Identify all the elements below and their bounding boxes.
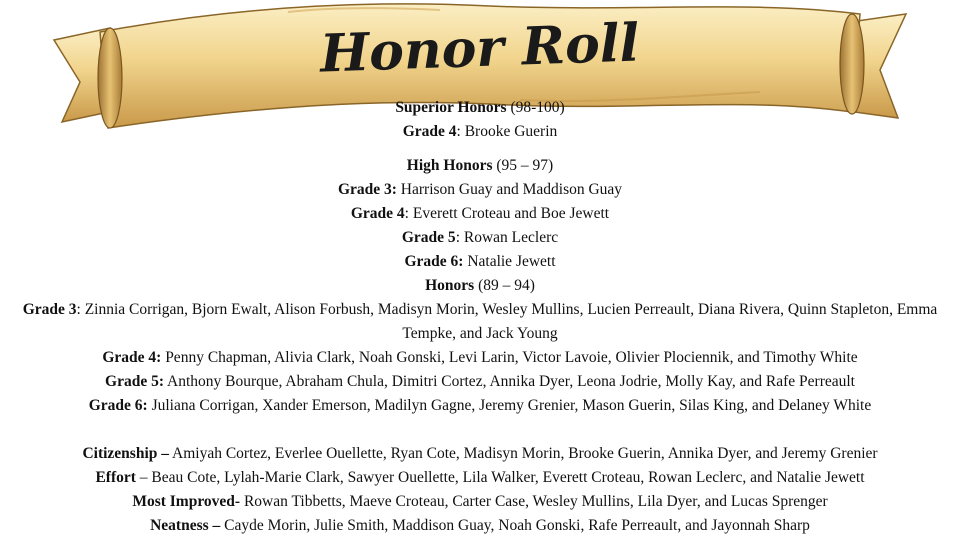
citizenship-award-row: Citizenship – Amiyah Cortez, Everlee Ouellette, Ryan Cote, Madisyn Morin, Brooke Guerin, Annika Dyer, and Jeremy Grenier (82, 445, 878, 462)
neatness-award-row: Neatness – Cayde Morin, Julie Smith, Maddison Guay, Noah Gonski, Rafe Perreault, and Jayonnah Sharp (150, 517, 810, 534)
superior-honors-heading: Superior Honors (98-100) (395, 99, 565, 116)
banner-title: Honor Roll (319, 12, 641, 85)
high-honors-heading: High Honors (95 – 97) (406, 157, 554, 174)
honors-grade4-row: Grade 4: Penny Chapman, Alivia Clark, Noah Gonski, Levi Larin, Victor Lavoie, Olivier Plociennik, and Timothy White (102, 349, 858, 366)
high-grade4-row: Grade 4: Everett Croteau and Boe Jewett (350, 205, 610, 222)
honors-heading: Honors (89 – 94) (425, 277, 535, 294)
high-grade3-row: Grade 3: Harrison Guay and Maddison Guay (337, 181, 623, 198)
high-grade5-row: Grade 5: Rowan Leclerc (401, 229, 559, 246)
effort-award-row: Effort – Beau Cote, Lylah-Marie Clark, Sawyer Ouellette, Lila Walker, Everett Croteau, Rowan Leclerc, and Natalie Jewett (95, 469, 865, 486)
honors-grade3-row: Grade 3: Zinnia Corrigan, Bjorn Ewalt, Alison Forbush, Madisyn Morin, Wesley Mullins, Lucien Perreault, Diana Rivera, Quinn Stapleton, Emma Tempke, and Jack Young (22, 301, 938, 342)
honors-grade6-row: Grade 6: Juliana Corrigan, Xander Emerson, Madilyn Gagne, Jeremy Grenier, Mason Guerin, Silas King, and Delaney White (88, 397, 872, 414)
high-grade6-row: Grade 6: Natalie Jewett (404, 253, 556, 270)
most-improved-award-row: Most Improved- Rowan Tibbetts, Maeve Croteau, Carter Case, Wesley Mullins, Lila Dyer, and Lucas Sprenger (132, 493, 828, 510)
honors-grade5-row: Grade 5: Anthony Bourque, Abraham Chula, Dimitri Cortez, Annika Dyer, Leona Jodrie, Molly Kay, and Rafe Perreault (105, 373, 855, 390)
honor-roll-list (0, 96, 960, 538)
superior-grade4-row: Grade 4: Brooke Guerin (402, 123, 558, 140)
